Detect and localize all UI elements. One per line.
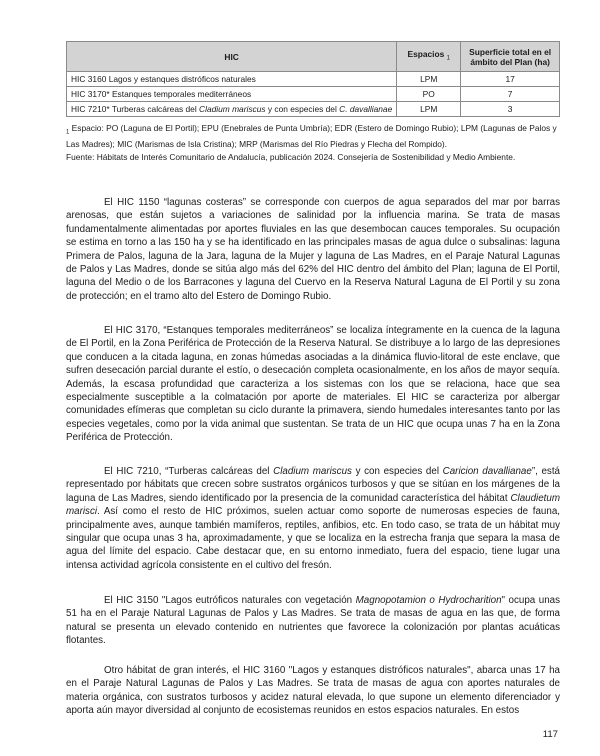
table-cell-superficie: 7: [461, 87, 560, 102]
table-cell-superficie: 17: [461, 72, 560, 87]
table-row: [67, 72, 560, 87]
species-name: Cladium mariscus: [199, 104, 266, 114]
table-cell-superficie: 3: [461, 102, 560, 117]
header-hic: HIC: [67, 42, 397, 72]
table-source: Fuente: Hábitats de Interés Comunitario de Andalucía, publicación 2024. Consejería de Sostenibilidad y Medio Ambiente.: [66, 152, 516, 162]
table-cell-hic: [67, 102, 397, 117]
table-row: [67, 87, 560, 102]
header-espacios-label: Espacios: [407, 49, 445, 60]
paragraph-text: ”, está representado por hábitats que crecen sobre sustratos orgánicos turbosos y que se sitúan en los márgenes de la laguna de Las Madres, siendo identificado por la presencia de la comunidad característica del hábitat: [66, 466, 560, 504]
paragraph-hic-3160: Otro hábitat de gran interés, el HIC 3160 "Lagos y estanques distróficos naturales", abarca unas 17 ha en el Paraje Natural Lagunas de Palos y Las Madres. Se trata de masas de agua con aportes naturales de materia orgánica, con sustratos turbosos y acidez natural elevada, lo que supone un elemento diferenciador y aporta aún mayor diversidad al conjunto de ecosistemas reunidos en estos espacios naturales. En estos: [66, 665, 560, 717]
page-number: 117: [542, 729, 558, 740]
table-row: [67, 102, 560, 117]
species-name: Caricion davallianae: [442, 466, 532, 477]
header-superficie-line1: Superficie total en el: [469, 46, 552, 57]
species-name: Cladium mariscus: [273, 466, 352, 477]
paragraph-hic-3170: El HIC 3170, “Estanques temporales mediterráneos” se localiza íntegramente en la cuenca de la laguna de El Portil, en la Zona Periférica de Protección de la Reserva Natural. Se distribuye a lo largo de las depresiones que conducen a la citada laguna, en zonas húmedas asociadas a la dinámica fluvio-litoral de este enclave, que sufren desecación parcial durante el estío, o desecación completa ocasionalmente, en los años de mayor sequía. Además, la escasa profundidad que caracteriza a los sistemas con los que se relaciona, hace que sea especialmente susceptible a la colmatación por aporte de materiales. El HIC se caracteriza por albergar comunidades efímeras que completan su ciclo durante la primavera, siendo humedales interesantes tanto por las especies vegetales, como por la vida animal que sustentan. Se trata de un HIC que ocupa unas 7 ha en la Zona Periférica de Protección.: [66, 325, 560, 444]
header-espacios: [397, 42, 461, 72]
hic-text: HIC 7210* Turberas calcáreas del: [71, 104, 200, 114]
species-name: C. davallianae: [339, 104, 393, 114]
header-espacios-footnote-marker: 1: [446, 55, 450, 62]
table-footnote: [66, 123, 560, 151]
paragraph-text: El HIC 3150 "Lagos eutróficos naturales con vegetación: [104, 595, 356, 606]
header-superficie: [461, 42, 560, 72]
paragraph-text: El HIC 7210, “Turberas calcáreas del: [104, 466, 274, 477]
hic-table: [66, 41, 560, 117]
table-header-row: [67, 42, 560, 72]
paragraph-hic-1150: El HIC 1150 “lagunas costeras” se corresponde con cuerpos de agua separados del mar por barras arenosas, que están sujetos a variaciones de salinidad por la influencia marina. Se trata de masas fundamentalmente alimentadas por aportes fluviales en las que desembocan cauces temporales. Su ocupación se estima en torno a las 150 ha y se ha identificado en las principales masas de agua dulce o subsalinas: laguna Primera de Palos, laguna de la Jara, laguna de la Mujer y laguna de Las Madres, en el Paraje Natural Lagunas de Palos y Las Madres, donde se sitúa algo más del 62% del HIC dentro del ámbito del Plan; laguna de El Portil, laguna del Medio o de los Barracones y laguna del Cuervo en la Reserva Natural Laguna de El Portil y su zona de protección; en el tramo alto del Estero de Domingo Rubio.: [66, 197, 560, 302]
hic-text: y con especies del: [265, 104, 340, 114]
species-name: Claudietum marisci: [66, 492, 560, 518]
paragraph-text: . Así como el resto de HIC próximos, suelen actuar como soporte de numerosas especies de fauna, principalmente aves, aunque también mamíferos, reptiles, anfibios, etc. En todo caso, se trata de un hábitat muy singular que ocupa unas 3 ha, aproximadamente, y que se localiza en la estrecha franja que separa la masa de agua del límite del espacio. Cabe destacar que, en su entorno inmediato, fuera del espacio, tiene lugar una intensa actividad agrícola consistente en el cultivo del fresón.: [66, 506, 560, 571]
table-cell-hic: HIC 3160 Lagos y estanques distróficos naturales: [67, 72, 397, 87]
table-cell-hic: HIC 3170* Estanques temporales mediterráneos: [67, 87, 397, 102]
table-cell-espacios: PO: [397, 87, 461, 102]
table-cell-espacios: LPM: [397, 102, 461, 117]
species-name: Magnopotamion o Hydrocharition: [355, 595, 502, 606]
paragraph-text: y con especies del: [351, 466, 443, 477]
paragraph-hic-7210: [66, 465, 560, 572]
header-superficie-line2: ámbito del Plan (ha): [470, 56, 550, 67]
paragraph-hic-3150: [66, 594, 560, 648]
footnote-marker: 1: [66, 129, 70, 136]
footnote-text: Espacio: PO (Laguna de El Portil); EPU (Enebrales de Punta Umbría); EDR (Estero de Domingo Rubio); LPM (Lagunas de Palos y Las Madres); MIC (Marismas de Isla Cristina); MRP (Marismas del Río Piedras y Flecha del Rompido).: [66, 123, 557, 150]
table-cell-espacios: LPM: [397, 72, 461, 87]
paragraph-text: " ocupa unas 51 ha en el Paraje Natural Lagunas de Palos y Las Madres. Se trata de masas de agua en las que, de forma natural se presenta un elevado contenido en nutrientes que favorece la colonización por plantas acuáticas flotantes.: [66, 595, 560, 647]
